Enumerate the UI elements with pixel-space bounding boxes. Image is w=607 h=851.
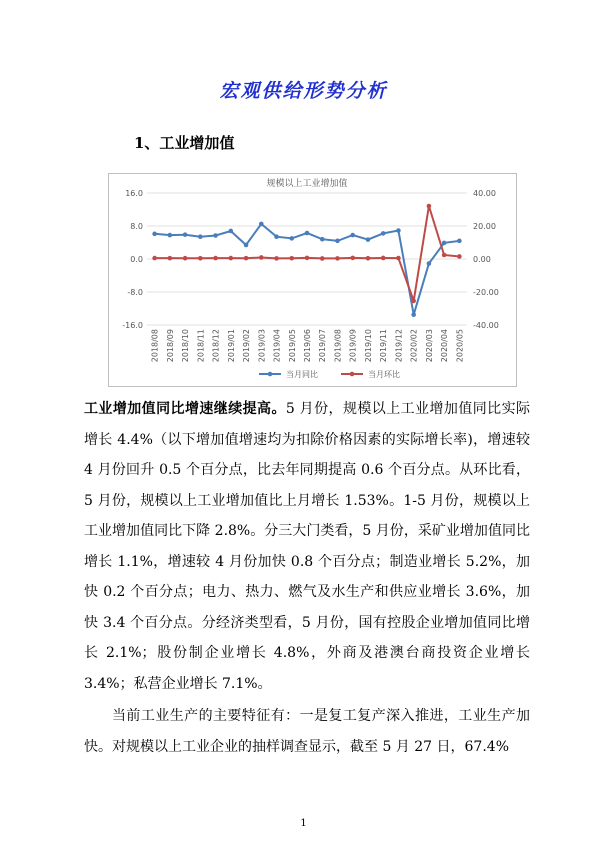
- paragraph-lead: 工业增加值同比增速继续提高。: [84, 401, 286, 417]
- data-point: [259, 255, 264, 260]
- data-point: [381, 256, 386, 261]
- data-point: [320, 237, 325, 242]
- x-tick-label: 2019/09: [348, 329, 358, 363]
- data-point: [305, 231, 310, 236]
- x-tick-label: 2019/03: [257, 329, 267, 363]
- data-point: [168, 233, 173, 238]
- data-point: [396, 228, 401, 233]
- page-title: 宏观供给形势分析: [219, 80, 388, 102]
- data-point: [274, 256, 279, 261]
- series-line: [155, 206, 460, 301]
- data-point: [229, 256, 234, 261]
- chart-svg: [109, 174, 516, 386]
- x-tick-label: 2020/04: [440, 329, 450, 363]
- y-right-tick-label: 0.00: [473, 255, 491, 264]
- data-point: [198, 234, 203, 239]
- x-tick-label: 2019/08: [333, 329, 343, 363]
- x-tick-label: 2020/03: [424, 329, 434, 363]
- x-tick-label: 2020/02: [409, 329, 419, 363]
- data-point: [183, 256, 188, 261]
- data-point: [274, 234, 279, 239]
- data-point: [320, 256, 325, 261]
- data-point: [350, 256, 355, 261]
- y-right-tick-label: -20.00: [473, 288, 499, 297]
- data-point: [198, 256, 203, 261]
- y-left-tick-label: -8.0: [127, 288, 143, 297]
- data-point: [259, 222, 264, 227]
- x-tick-label: 2019/05: [287, 329, 297, 363]
- data-point: [229, 229, 234, 234]
- data-point: [244, 256, 249, 261]
- y-left-tick-label: 8.0: [130, 222, 143, 231]
- paragraph-1: [84, 394, 530, 699]
- y-right-tick-label: 20.00: [473, 222, 496, 231]
- data-point: [457, 239, 462, 244]
- data-point: [213, 256, 218, 261]
- x-tick-label: 2019/01: [226, 329, 236, 363]
- data-point: [350, 233, 355, 238]
- x-tick-label: 2018/09: [165, 329, 175, 363]
- x-tick-label: 2019/11: [379, 329, 389, 363]
- data-point: [152, 232, 157, 237]
- x-tick-label: 2018/08: [150, 329, 160, 363]
- legend-label: 当月同比: [286, 370, 318, 379]
- x-tick-label: 2019/04: [272, 329, 282, 363]
- data-point: [244, 243, 249, 248]
- x-tick-label: 2019/12: [394, 329, 404, 363]
- data-point: [381, 231, 386, 236]
- chart-title: 规模以上工业增加值: [266, 179, 348, 189]
- x-tick-label: 2020/05: [455, 329, 465, 363]
- x-tick-label: 2019/10: [363, 329, 373, 363]
- y-left-tick-label: 16.0: [125, 189, 143, 198]
- data-point: [289, 236, 294, 241]
- body-text: [84, 394, 530, 762]
- data-point: [457, 254, 462, 259]
- data-point: [183, 232, 188, 237]
- data-point: [213, 233, 218, 238]
- data-point: [411, 299, 416, 304]
- x-tick-label: 2019/07: [318, 329, 328, 363]
- legend-swatch-marker: [350, 372, 355, 377]
- legend-label: 当月环比: [368, 370, 400, 379]
- data-point: [152, 256, 157, 261]
- data-point: [335, 239, 340, 244]
- y-left-tick-label: -16.0: [122, 321, 143, 330]
- paragraph-text: 5 月份，规模以上工业增加值同比实际增长 4.4%（以下增加值增速均为扣除价格因素的实际增长率)，增速较 4 月份回升 0.5 个百分点，比去年同期提高 0.6 个百分点。从环比看，5 月份，规模以上工业增加值比上月增长 1.53%。1-5 月份，规模以上工业增加值同比下降 2.8%。分三大门类看，5 月份，采矿业增加值同比增长 1.1%，增速较 4 月份加快 0.8 个百分点；制造业增长 5.2%，加快 0.2 个百分点；电力、热力、燃气及水生产和供应业增长 3.6%，加快 3.4 个百分点。分经济类型看，5 月份，国有控股企业增加值同比增长 2.1%；股份制企业增长 4.8%，外商及港澳台商投资企业增长 3.4%；私营企业增长 7.1%。: [84, 401, 531, 692]
- data-point: [442, 253, 447, 258]
- x-tick-label: 2018/12: [211, 329, 221, 363]
- page-number: 1: [300, 818, 307, 829]
- chart-container: [108, 173, 517, 387]
- y-right-tick-label: -40.00: [473, 321, 499, 330]
- y-right-tick-label: 40.00: [473, 189, 496, 198]
- y-left-tick-label: 0.0: [130, 255, 143, 264]
- data-point: [427, 261, 432, 266]
- data-point: [335, 256, 340, 261]
- data-point: [411, 312, 416, 317]
- section-heading: 1、工业增加值: [134, 134, 235, 152]
- paragraph-2: 当前工业生产的主要特征有：一是复工复产深入推进，工业生产加快。对规模以上工业企业的抽样调查显示，截至 5 月 27 日，67.4%: [84, 708, 530, 755]
- data-point: [305, 256, 310, 261]
- legend-swatch-marker: [268, 372, 273, 377]
- x-tick-label: 2018/11: [196, 329, 206, 363]
- x-tick-label: 2018/10: [181, 329, 191, 363]
- data-point: [289, 256, 294, 261]
- data-point: [366, 237, 371, 242]
- x-tick-label: 2019/06: [303, 329, 312, 363]
- x-tick-label: 2019/02: [242, 329, 252, 363]
- data-point: [396, 256, 401, 261]
- data-point: [366, 256, 371, 261]
- data-point: [168, 256, 173, 261]
- data-point: [427, 204, 432, 209]
- data-point: [442, 241, 447, 246]
